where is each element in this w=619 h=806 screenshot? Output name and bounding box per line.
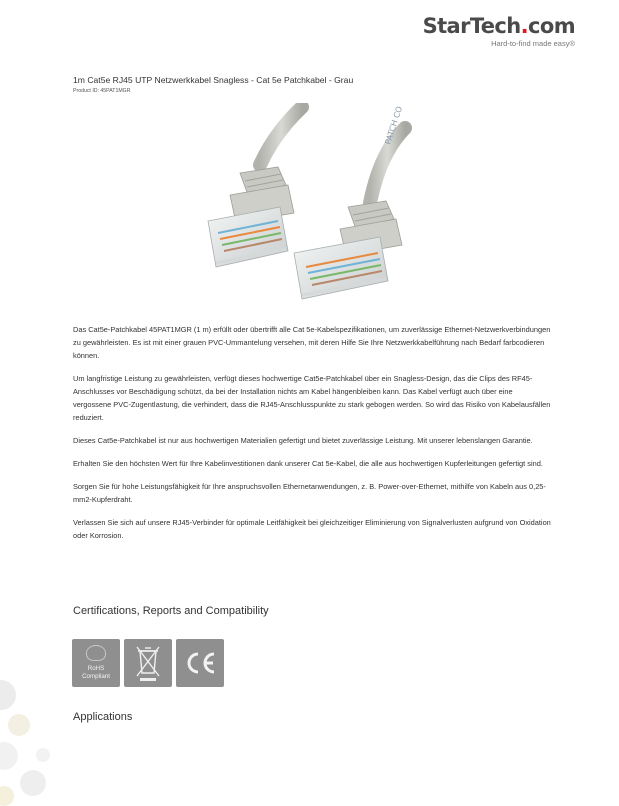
description-paragraph: Verlassen Sie sich auf unsere RJ45-Verbinder für optimale Leitfähigkeit bei gleichzeitiger Eliminierung von Signalverlusten aufgrund von Oxidation oder Korrosion. [73,518,551,540]
product-image [190,103,430,318]
logo-tagline: Hard-to-find made easy® [491,39,575,48]
ce-mark-icon [176,639,224,687]
rohs-label-line1: RoHS [87,665,105,672]
description-paragraph: Erhalten Sie den höchsten Wert für Ihre Kabelinvestitionen dank unserer Cat 5e-Kabel, die alle aus hochwertigen Kupferleitungen gefertigt sind. [73,459,543,468]
weee-bin-icon [124,639,172,687]
cable-left [260,107,302,165]
product-description [73,323,551,552]
plug-right [294,237,388,299]
product-title: 1m Cat5e RJ45 UTP Netzwerkkabel Snagless - Cat 5e Patchkabel - Grau [73,75,354,85]
description-paragraph: Sorgen Sie für hohe Leistungsfähigkeit für Ihre anspruchsvollen Ethernetanwendungen, z. B. Power-over-Ethernet, mithilfe von Kabeln aus 0,25-mm2-Kupferdraht. [73,482,546,504]
certifications-heading: Certifications, Reports and Compatibility [73,605,269,617]
description-paragraph: Um langfristige Leistung zu gewährleisten, verfügt dieses hochwertige Cat5e-Patchkabel über ein Snagless-Design, das die Clips des RF45-Anschlusses vor Beschädigung schützt, da bei der Installation nichts am Kabel hängenbleiben kann. Das Kabel verfügt auch über eine vergossene PVC-Zugentlastung, die verhindert, dass die RJ45-Anschlusspunkte zu stark gebogen werden. So wird das Risiko von Kabelausfällen reduziert. [73,374,551,422]
rohs-badge [72,639,120,687]
rohs-label-line2: Compliant [82,673,110,680]
logo-wordmark [423,14,575,38]
description-paragraph: Das Cat5e-Patchkabel 45PAT1MGR (1 m) erfüllt oder übertrifft alle Cat 5e-Kabelspezifikationen, um zuverlässige Ethernet-Netzwerkverbindungen zu gewährleisten. Es ist mit einer grauen PVC-Ummantelung versehen, mit deren Hilfe Sie Ihre Netzwerkkabelführung nach Bedarf farbcodieren können. [73,325,551,360]
cable-print: PATCH CO [383,105,405,146]
rohs-leaf-icon [86,645,106,661]
logo-dot: . [520,14,529,38]
weee-badge [124,639,172,687]
ce-badge [176,639,224,687]
certification-badges [72,639,224,687]
startech-logo [423,14,575,48]
logo-suffix: com [528,14,575,38]
plug-left [208,207,288,267]
description-paragraph: Dieses Cat5e-Patchkabel ist nur aus hochwertigen Materialien gefertigt und bietet zuverlässige Leistung. Mit unserer lebenslangen Garantie. [73,436,533,445]
rohs-label [72,665,120,681]
logo-prefix: StarTech [422,14,521,38]
applications-heading: Applications [73,711,133,723]
product-id: Product ID: 45PAT1MGR [73,88,131,94]
